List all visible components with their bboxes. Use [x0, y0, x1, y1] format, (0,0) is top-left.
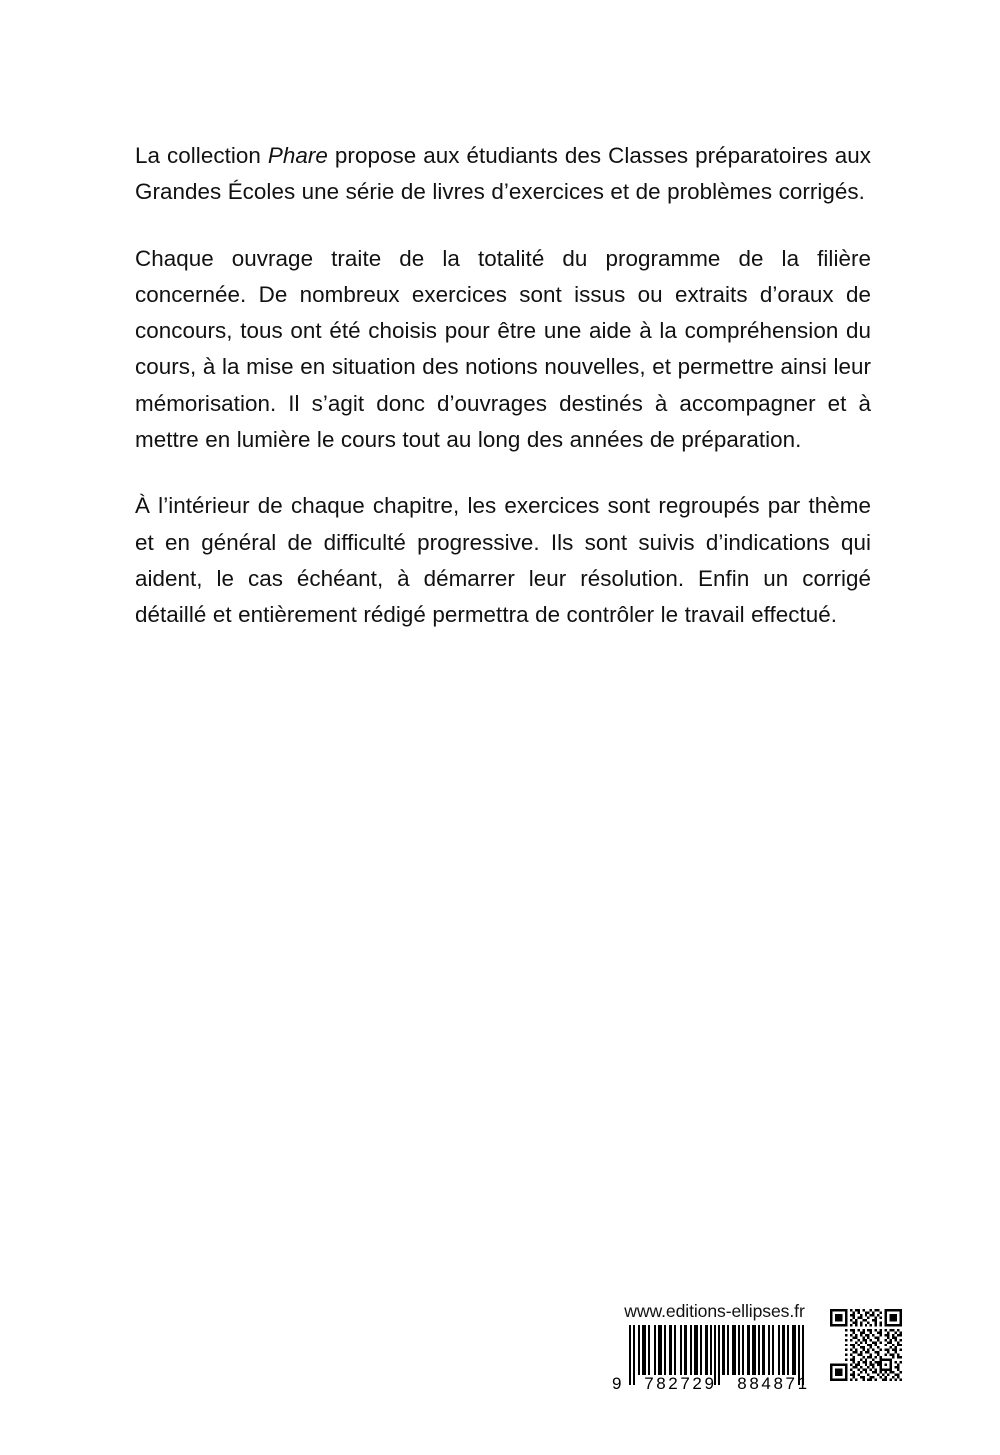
collection-name-italic: Phare [267, 143, 328, 168]
isbn-barcode [612, 1325, 817, 1397]
paragraph-collection-intro [135, 138, 871, 211]
paragraph-text-lead: La collection [135, 143, 268, 168]
barcode-left-group: 782729 [644, 1374, 717, 1393]
paragraph-programme-description: Chaque ouvrage traite de la totalité du programme de la filière concernée. De nombreux exercices sont issus ou extraits d’oraux de concours, tous ont été choisis pour être une aide à la compréhension du cours, à la mise en situation des notions nouvelles, et permettre ainsi leur mémorisation. Il s’agit donc d’ouvrages destinés à accompagner et à mettre en lumière le cours tout au long des années de préparation. [135, 245, 871, 453]
barcode-lead-digit: 9 [612, 1374, 622, 1393]
barcode-digits [612, 1372, 817, 1396]
publisher-website-url[interactable]: www.editions-ellipses.fr [624, 1301, 805, 1321]
paragraph-chapter-structure: À l’intérieur de chaque chapitre, les exercices sont regroupés par thème et en général de difficulté progressive. Ils sont suivis d’indications qui aident, le cas échéant, à démarrer leur résolution. Enfin un corrigé détaillé et entièrement rédigé permettra de contrôler le travail effectué. [135, 493, 871, 628]
footer-codes-area [612, 1300, 902, 1410]
blurb-text-block [135, 138, 871, 634]
qr-code[interactable] [830, 1309, 902, 1381]
paragraph-text-tail: propose aux étudiants des Classes préparatoires aux Grandes Écoles une série de livres d’exercices et de problèmes corrigés. [135, 143, 871, 205]
barcode-bars [629, 1325, 812, 1375]
barcode-right-group: 884871 [737, 1374, 810, 1393]
url-and-barcode-group [612, 1300, 817, 1397]
